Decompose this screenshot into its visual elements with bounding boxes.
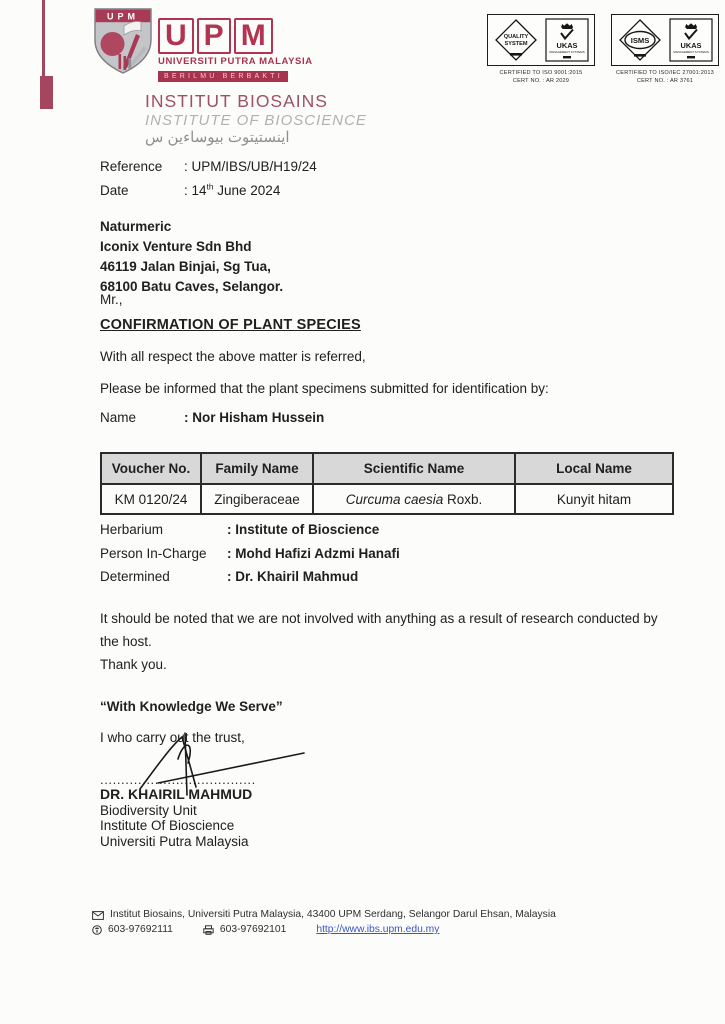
university-motto-band: BERILMU BERBAKTI (158, 71, 288, 82)
institute-name-block (145, 91, 367, 147)
signatory-org: Institute Of Bioscience (100, 818, 235, 833)
footer-contact-row (92, 923, 556, 937)
footer-fax: 603-97692101 (219, 924, 287, 935)
detail-row-person-in-charge (100, 542, 400, 566)
signatory-unit: Biodiversity Unit (100, 802, 197, 818)
upm-letter-u: U (158, 18, 194, 54)
cell-voucher: KM 0120/24 (101, 484, 201, 514)
quality-system-diamond-icon (493, 17, 539, 63)
upm-shield-icon (94, 8, 152, 74)
fax-icon (203, 925, 214, 935)
footer-address: Institut Biosains, Universiti Putra Malaysia, 43400 UPM Serdang, Selangor Darul Ehsan, Malaysia (110, 909, 556, 920)
institute-name-arabic: اينستيتوت بيوساءين س (145, 129, 290, 146)
signature-dotted-line: ..................................... (100, 772, 256, 787)
detail-row-determined (100, 565, 400, 589)
reference-value: : UPM/IBS/UB/H19/24 (184, 159, 317, 174)
badge-quality-caption-line2: CERT NO. : AR 2029 (512, 78, 570, 85)
badge-quality-caption (487, 69, 595, 86)
detail-value: : Dr. Khairil Mahmud (227, 569, 359, 584)
date-row (100, 181, 280, 198)
left-stripe-thick (40, 76, 53, 109)
salutation: Mr., (100, 292, 123, 307)
signatory-university: Universiti Putra Malaysia (100, 833, 249, 849)
ukas-subtext-1: MANAGEMENT SYSTEMS (549, 50, 585, 54)
isms-diamond-icon (617, 17, 663, 63)
cell-family: Zingiberaceae (201, 484, 313, 514)
specimen-table (100, 452, 674, 515)
left-stripe-thin (42, 0, 45, 76)
date-value: : 14th June 2024 (184, 181, 281, 198)
thank-you: Thank you. (100, 657, 167, 672)
reference-row (100, 159, 317, 174)
upm-shield-logo (94, 8, 152, 77)
ukas-text-2: UKAS (680, 41, 702, 50)
ukas-crown-check-icon (669, 18, 713, 62)
reference-label: Reference (100, 159, 163, 174)
upm-wordmark-letters (158, 18, 313, 54)
submitter-name-row (100, 410, 324, 425)
closing-line: I who carry out the trust, (100, 730, 245, 745)
quality-label-1: QUALITY (504, 34, 529, 40)
detail-label: Determined (100, 569, 170, 584)
specimen-table-header-row (101, 453, 673, 484)
institute-name-malay: INSTITUT BIOSAINS (145, 91, 328, 111)
signatory-block (100, 787, 252, 849)
recipient-line: Iconix Venture Sdn Bhd (100, 239, 252, 254)
service-motto: “With Knowledge We Serve” (100, 699, 283, 714)
detail-label: Herbarium (100, 522, 164, 537)
upm-letter-p: P (197, 18, 231, 54)
badge-isms (611, 14, 719, 86)
recipient-address (100, 217, 283, 297)
letter-footer (92, 908, 556, 937)
submitter-name-value: : Nor Hisham Hussein (184, 410, 325, 425)
subject-line: CONFIRMATION OF PLANT SPECIES (100, 317, 361, 333)
note-line-1: It should be noted that we are not involved with anything as a result of research conducted by (100, 611, 658, 626)
footer-website-link[interactable]: http://www.ibs.upm.edu.my (316, 924, 440, 935)
disclaimer-note (100, 607, 658, 676)
recipient-line: 46119 Jalan Binjai, Sg Tua, (100, 259, 271, 274)
ukas-text-1: UKAS (556, 41, 578, 50)
body-paragraph-1: With all respect the above matter is referred, (100, 349, 366, 364)
badge-isms-caption (611, 69, 719, 86)
note-line-2: the host. (100, 634, 152, 649)
badge-isms-caption-line1: CERTIFIED TO ISO/IEC 27001:2013 (616, 70, 714, 76)
detail-label: Person In-Charge (100, 545, 207, 561)
cell-scientific: Curcuma caesia Roxb. (313, 484, 515, 514)
upm-letter-m: M (234, 18, 273, 54)
col-header-voucher: Voucher No. (101, 453, 201, 484)
detail-value: : Institute of Bioscience (227, 522, 380, 537)
certification-badges (487, 14, 719, 86)
badge-quality-caption-line1: CERTIFIED TO ISO 9001:2015 (499, 70, 583, 76)
envelope-icon (92, 911, 104, 920)
detail-value: : Mohd Hafizi Adzmi Hanafi (227, 545, 400, 561)
badge-quality-system (487, 14, 595, 86)
cell-local: Kunyit hitam (515, 484, 673, 514)
detail-row-herbarium (100, 518, 400, 542)
ukas-subtext-2: MANAGEMENT SYSTEMS (673, 50, 709, 54)
identification-details (100, 518, 400, 589)
recipient-line: Naturmeric (100, 219, 172, 234)
footer-phone: 603-97692111 (108, 924, 173, 935)
institute-name-english: INSTITUTE OF BIOSCIENCE (145, 112, 367, 129)
recipient-line: 68100 Batu Caves, Selangor. (100, 279, 284, 294)
isms-label: ISMS (631, 36, 650, 45)
footer-address-row (92, 908, 556, 922)
body-paragraph-2: Please be informed that the plant specimens submitted for identification by: (100, 381, 549, 396)
university-name: UNIVERSITI PUTRA MALAYSIA (158, 56, 313, 67)
ukas-crown-check-icon (545, 18, 589, 62)
quality-label-2: SYSTEM (504, 41, 528, 47)
signatory-name: DR. KHAIRIL MAHMUD (100, 786, 253, 802)
submitter-name-label: Name (100, 410, 137, 425)
upm-wordmark (158, 18, 313, 82)
specimen-table-row (101, 484, 673, 514)
badge-quality-box (487, 14, 595, 66)
badge-isms-caption-line2: CERT NO. : AR 3761 (636, 78, 694, 85)
shield-upm-text: UPM (107, 11, 139, 22)
col-header-local: Local Name (515, 453, 673, 484)
badge-isms-box (611, 14, 719, 66)
date-label: Date (100, 182, 129, 198)
col-header-scientific: Scientific Name (313, 453, 515, 484)
col-header-family: Family Name (201, 453, 313, 484)
phone-icon (92, 925, 102, 935)
